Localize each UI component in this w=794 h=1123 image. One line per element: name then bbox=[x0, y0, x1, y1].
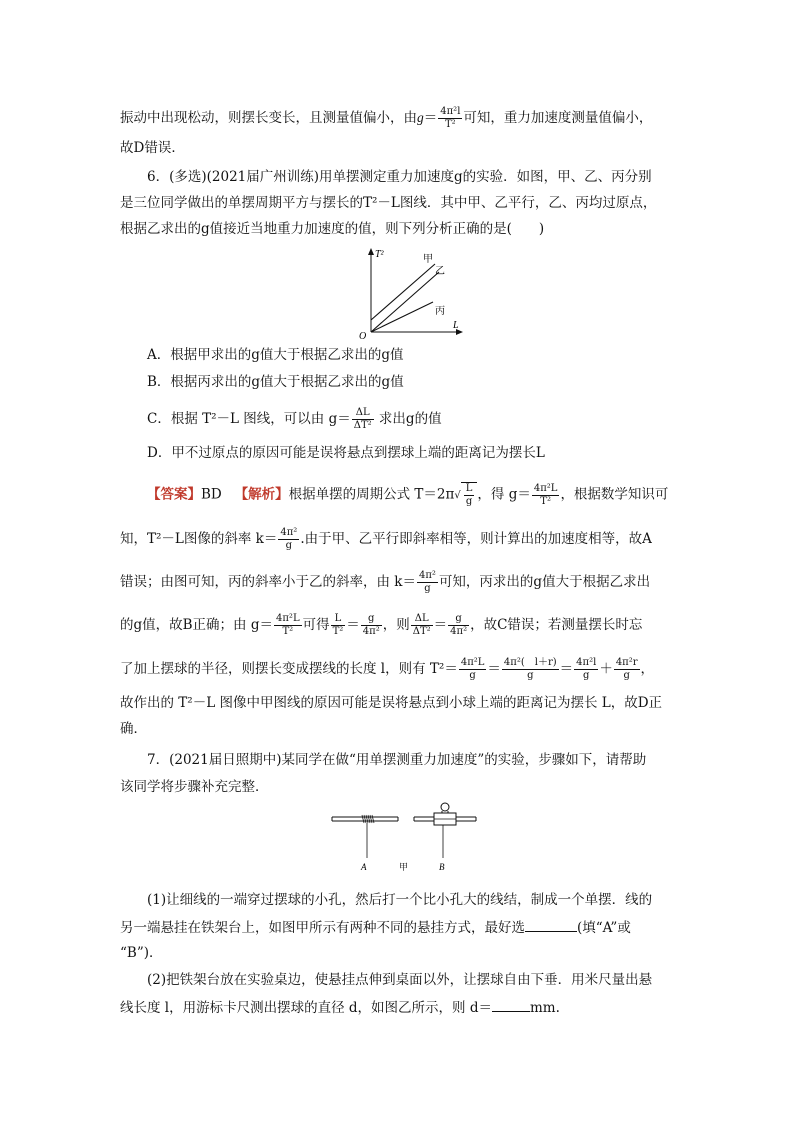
q6-stem-line-2: 是三位同学做出的单摆周期平方与摆长的T²－L图线．其中甲、乙平行，乙、丙均过原点， bbox=[120, 195, 657, 211]
explanation-line-5: 了加上摆球的半径，则摆长变成摆线的长度 l，则有 T²＝ $\frac{\text{4π²L}}{g}$ ＝ $\frac{\text{4π²( l＋r)}}{g}$ ＝ $\frac{\text{4π²l}}{g}$ ＋ $\frac{\text{4π²r}}{g}$ ， bbox=[120, 657, 655, 681]
line-bing bbox=[371, 302, 433, 332]
explanation-line-6: 故作出的 T²－L 图像中甲图线的原因可能是误将悬点到小球上端的距离记为摆长 L，故D正 bbox=[120, 695, 663, 711]
clamp-screw bbox=[441, 803, 449, 811]
answer-blank-a-or-b[interactable] bbox=[525, 917, 577, 932]
explanation-line-4: 的g值，故B正确；由 g＝ $\frac{\text{4π²L}}{\text{T²}}$ 可得 $\frac{L}{\text{T²}}$ ＝ $\frac{g}{\text{4π²}}$ ，则 $\frac{\Delta L}{\text{ΔT²}}$ ＝ $\frac{g}{\text{4π²}}$ ，故C错误；若测量摆长时忘 bbox=[120, 613, 643, 637]
q6-stem-line-1: 6．(多选)(2021届广州训练)用单摆测定重力加速度g的实验．如图，甲、乙、丙分别 bbox=[147, 169, 652, 185]
answer-blank-diameter[interactable] bbox=[492, 997, 530, 1012]
step2-line-1: (2)把铁架台放在实验桌边，使悬挂点伸到桌面以外，让摆球自由下垂．用米尺量出悬 bbox=[147, 972, 653, 988]
explanation-line-7: 确． bbox=[120, 721, 147, 737]
origin-label: O bbox=[359, 331, 367, 340]
explanation-line-3: 错误；由图可知，丙的斜率小于乙的斜率，由 k＝ $\frac{\text{4π²}}{g}$ 可知，丙求出的g值大于根据乙求出 bbox=[120, 570, 651, 594]
explanation-line-2: 知，T²－L图像的斜率 k＝ $\frac{\text{4π²}}{g}$ .由于甲、乙平行即斜率相等，则计算出的加速度相等，故A bbox=[120, 527, 652, 551]
formula-fraction: $\frac{\Delta L}{\text{ΔT²}}$ bbox=[353, 407, 372, 431]
step1-line-1: (1)让细线的一端穿过摆球的小孔，然后打一个比小孔大的线结，制成一个单摆．线的 bbox=[147, 892, 653, 908]
explanation-tag: 【解析】 bbox=[234, 486, 289, 503]
prev-line-2: 故D错误． bbox=[120, 140, 185, 156]
yi-label: 乙 bbox=[435, 266, 445, 277]
line-jia bbox=[371, 264, 435, 320]
string-coil-a bbox=[362, 815, 374, 823]
step1-line-3: “B”)． bbox=[120, 945, 163, 961]
option-b: B．根据丙求出的g值大于根据乙求出的g值 bbox=[147, 374, 404, 390]
line-yi bbox=[371, 272, 439, 332]
explanation-line-1: 【答案】BD 【解析】根据单摆的周期公式 T＝2π√ $\frac{L}{g}$ ，得 g＝ $\frac{\text{4π²L}}{\text{T²}}$ ，根据数学知识可 bbox=[147, 482, 669, 507]
y-axis-arrow bbox=[368, 248, 374, 255]
pendulum-hanging-figure bbox=[330, 800, 480, 875]
t2-l-graph bbox=[355, 246, 475, 340]
label-b: B bbox=[439, 862, 445, 872]
label-a: A bbox=[361, 862, 367, 872]
option-d: D．甲不过原点的原因可能是误将悬点到摆球上端的距离记为摆长L bbox=[147, 445, 545, 461]
prev-line-1: 振动中出现松动，则摆长变长，且测量值偏小，由g＝ $\frac{\text{4π²l}}{\text{T²}}$ 可知，重力加速度测量值偏小， bbox=[120, 106, 653, 130]
q6-stem-line-3: 根据乙求出的g值接近当地重力加速度的值，则下列分析正确的是( ) bbox=[120, 221, 545, 237]
x-axis-label: L bbox=[453, 320, 459, 331]
option-a: A．根据甲求出的g值大于根据乙求出的g值 bbox=[147, 347, 404, 363]
jia-label: 甲 bbox=[423, 254, 433, 265]
formula-fraction: $\frac{\text{4π²l}}{\text{T²}}$ bbox=[440, 106, 461, 130]
option-c: C．根据 T²－L 图线，可以由 g＝ $\frac{\Delta L}{\text{ΔT²}}$ 求出g的值 bbox=[147, 407, 442, 431]
y-axis-label: T² bbox=[375, 249, 384, 260]
answer-tag: 【答案】 bbox=[147, 486, 201, 503]
step1-line-2: 另一端悬挂在铁架台上，如图甲所示有两种不同的悬挂方式，最好选 (填“A”或 bbox=[120, 917, 631, 938]
bing-label: 丙 bbox=[435, 306, 445, 317]
sqrt-formula: √ $\frac{L}{g}$ bbox=[454, 482, 477, 508]
answer-value: BD bbox=[201, 486, 222, 503]
q7-stem-line-1: 7．(2021届日照期中)某同学在做“用单摆测重力加速度”的实验，步骤如下，请帮助 bbox=[147, 752, 647, 768]
q7-stem-line-2: 该同学将步骤补充完整． bbox=[120, 779, 269, 795]
step2-line-2: 线长度 l，用游标卡尺测出摆球的直径 d，如图乙所示，则 d＝ mm. bbox=[120, 997, 560, 1018]
fig-caption: 甲 bbox=[399, 862, 409, 872]
